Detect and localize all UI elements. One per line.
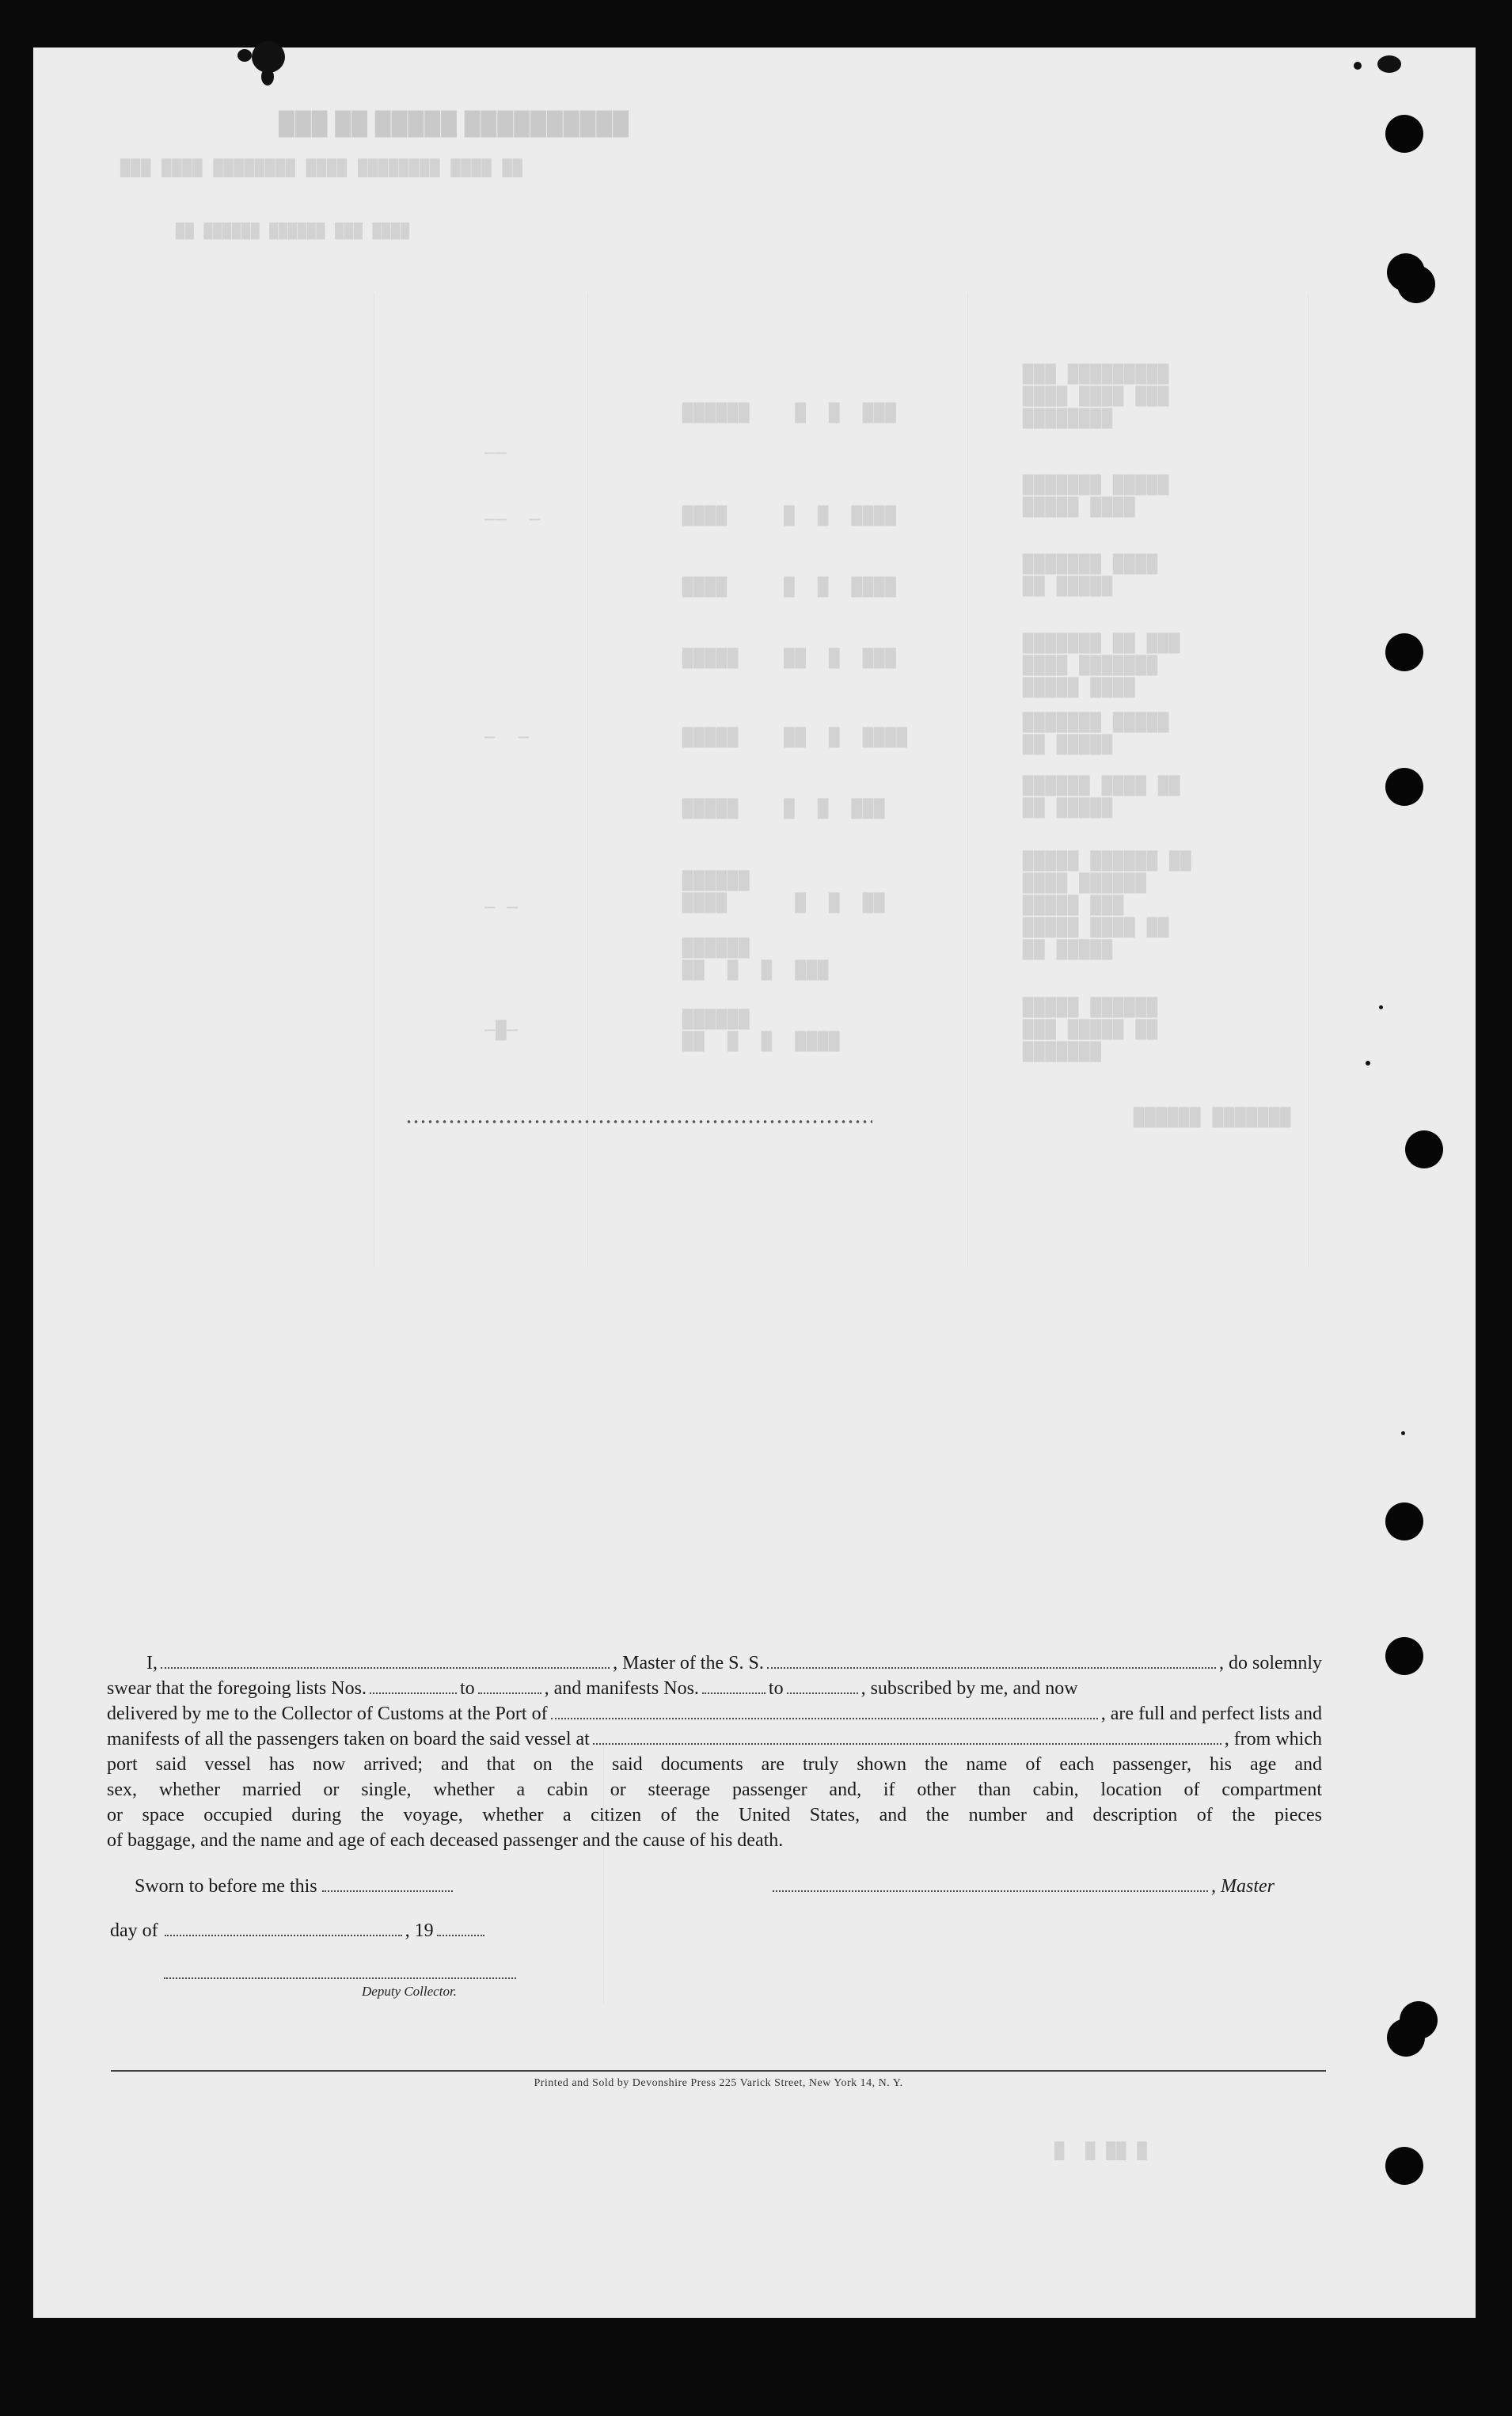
ink-blot bbox=[1379, 1005, 1383, 1009]
oath-text: swear that the foregoing lists Nos. bbox=[107, 1678, 367, 1699]
master-label: , Master bbox=[1211, 1876, 1275, 1897]
punch-hole bbox=[1385, 768, 1423, 806]
month-field[interactable] bbox=[165, 1919, 402, 1936]
oath-text: I, bbox=[146, 1653, 158, 1673]
bleed-through-row: ███████ █████ █████ ████ bbox=[1023, 476, 1170, 518]
bleed-through-row: ██████ █ █ ███ bbox=[682, 404, 897, 424]
column-rule bbox=[1308, 293, 1309, 1267]
ink-blot bbox=[1377, 55, 1401, 73]
oath-text: , Master of the S. S. bbox=[613, 1653, 764, 1673]
punch-hole bbox=[1405, 1130, 1443, 1168]
oath-text: , subscribed by me, and now bbox=[860, 1678, 1078, 1699]
oath-line bbox=[107, 1701, 1322, 1727]
oath-text: delivered by me to the Collector of Customs at the Port of bbox=[107, 1704, 548, 1724]
oath-text: , do solemnly bbox=[1219, 1653, 1322, 1673]
ink-blot bbox=[1401, 1431, 1405, 1435]
bleed-through-row: █████ ██ █ ███ bbox=[682, 649, 897, 669]
ink-blot bbox=[261, 68, 274, 85]
bleed-through-row: ── ── ─ bbox=[484, 444, 541, 530]
bleed-through-row: ─ ─ bbox=[484, 728, 530, 748]
master-oath bbox=[107, 1651, 1322, 1853]
oath-text: manifests of all the passengers taken on board the said vessel at bbox=[107, 1729, 590, 1749]
year-label: , 19 bbox=[405, 1920, 434, 1941]
bleed-through-header: ███ ████ ████████ ████ ████████ ████ ██ bbox=[120, 158, 523, 177]
bleed-through-row: █████ ██████ ██ ████ ██████ █████ ███ █████ ████ ██ ██ █████ bbox=[1023, 852, 1192, 960]
ink-blot bbox=[1366, 1061, 1370, 1066]
ink-blot bbox=[237, 49, 252, 62]
bleed-through-row: ██████ ███████ bbox=[1134, 1108, 1292, 1128]
bleed-through-row: ██████ ██ █ █ ███ bbox=[682, 939, 830, 981]
punch-hole bbox=[1385, 1637, 1423, 1675]
punch-hole bbox=[1387, 2019, 1425, 2057]
bleed-through-row: █████ █ █ ███ bbox=[682, 800, 886, 819]
ink-blot bbox=[1354, 62, 1362, 70]
oath-text: of baggage, and the name and age of each deceased passenger and the cause of his death. bbox=[107, 1830, 784, 1851]
departure-port-field[interactable] bbox=[593, 1727, 1221, 1745]
bleed-through-row: ─█─ bbox=[484, 1021, 519, 1041]
bleed-through-row: ███████ ██ ███ ████ ███████ █████ ████ bbox=[1023, 634, 1181, 698]
oath-text: , are full and perfect lists and bbox=[1100, 1704, 1322, 1724]
oath-text: sex, whether married or single, whether a cabin or steerage passenger and, if other than cabin, location of compartment bbox=[107, 1780, 1322, 1800]
dotted-leader-line bbox=[405, 1120, 872, 1123]
manifest-from-field[interactable] bbox=[702, 1677, 765, 1694]
oath-text: port said vessel has now arrived; and that on the said documents are truly shown the name of each passenger, his age and bbox=[107, 1754, 1322, 1775]
deputy-signature-field[interactable] bbox=[164, 1977, 516, 1979]
bleed-through-row: ███████ █████ ██ █████ bbox=[1023, 713, 1170, 755]
punch-hole bbox=[1385, 633, 1423, 671]
bleed-through-header: ██ ██████ ██████ ███ ████ bbox=[176, 223, 410, 240]
printer-imprint: Printed and Sold by Devonshire Press 225 Varick Street, New York 14, N. Y. bbox=[534, 2077, 903, 2089]
manifest-to-field[interactable] bbox=[787, 1677, 858, 1694]
bleed-through-row: ██████ ████ █ █ ██ bbox=[682, 872, 886, 914]
day-of-line bbox=[110, 1919, 488, 1942]
sworn-line bbox=[135, 1875, 456, 1897]
bleed-through-row: █████ ██ █ ████ bbox=[682, 728, 908, 748]
ship-name-field[interactable] bbox=[767, 1651, 1216, 1669]
year-field[interactable] bbox=[437, 1919, 484, 1936]
bleed-through-row: ████ █ █ ████ bbox=[682, 507, 897, 526]
bleed-through-row: █████ ██████ ███ █████ ██ ███████ bbox=[1023, 998, 1158, 1062]
sworn-label: Sworn to before me this bbox=[135, 1876, 317, 1897]
bleed-through-row: ─ ─ bbox=[484, 898, 519, 918]
master-signature-field[interactable] bbox=[773, 1875, 1208, 1892]
punch-hole bbox=[1385, 115, 1423, 153]
punch-hole bbox=[1385, 1502, 1423, 1540]
column-rule bbox=[967, 293, 968, 1267]
list-from-field[interactable] bbox=[370, 1677, 457, 1694]
bleed-through-row: ███ █████████ ████ ████ ███ ████████ bbox=[1023, 365, 1170, 429]
bleed-through-header: ███ ██ █████ ██████████ bbox=[279, 111, 630, 135]
footer-rule bbox=[111, 2070, 1326, 2072]
manifest-page bbox=[33, 47, 1476, 2318]
bleed-through-row: ██████ ████ ██ ██ █████ bbox=[1023, 777, 1181, 819]
oath-text: to bbox=[459, 1678, 475, 1699]
port-field[interactable] bbox=[551, 1702, 1098, 1719]
bleed-through-row: ████ █ █ ████ bbox=[682, 578, 897, 598]
oath-text: , from which bbox=[1224, 1729, 1322, 1749]
sworn-day-field[interactable] bbox=[322, 1875, 453, 1892]
day-of-label: day of bbox=[110, 1920, 158, 1941]
bleed-through-row: █ █ ██ █ bbox=[1054, 2141, 1148, 2160]
bleed-through-row: ███████ ████ ██ █████ bbox=[1023, 555, 1158, 597]
oath-line bbox=[107, 1727, 1322, 1752]
bleed-through-row: ██████ ██ █ █ ████ bbox=[682, 1010, 841, 1052]
oath-text: to bbox=[768, 1678, 784, 1699]
deputy-collector-label: Deputy Collector. bbox=[362, 1984, 457, 1999]
oath-text: or space occupied during the voyage, whether a citizen of the United States, and the number and description of the pieces bbox=[107, 1805, 1322, 1825]
oath-text: , and manifests Nos. bbox=[544, 1678, 699, 1699]
oath-line bbox=[107, 1676, 1322, 1701]
punch-hole bbox=[1397, 265, 1435, 303]
oath-line bbox=[107, 1651, 1322, 1676]
list-to-field[interactable] bbox=[478, 1677, 541, 1694]
master-signature-line bbox=[769, 1875, 1275, 1897]
master-name-field[interactable] bbox=[161, 1651, 610, 1669]
punch-hole bbox=[1385, 2147, 1423, 2185]
